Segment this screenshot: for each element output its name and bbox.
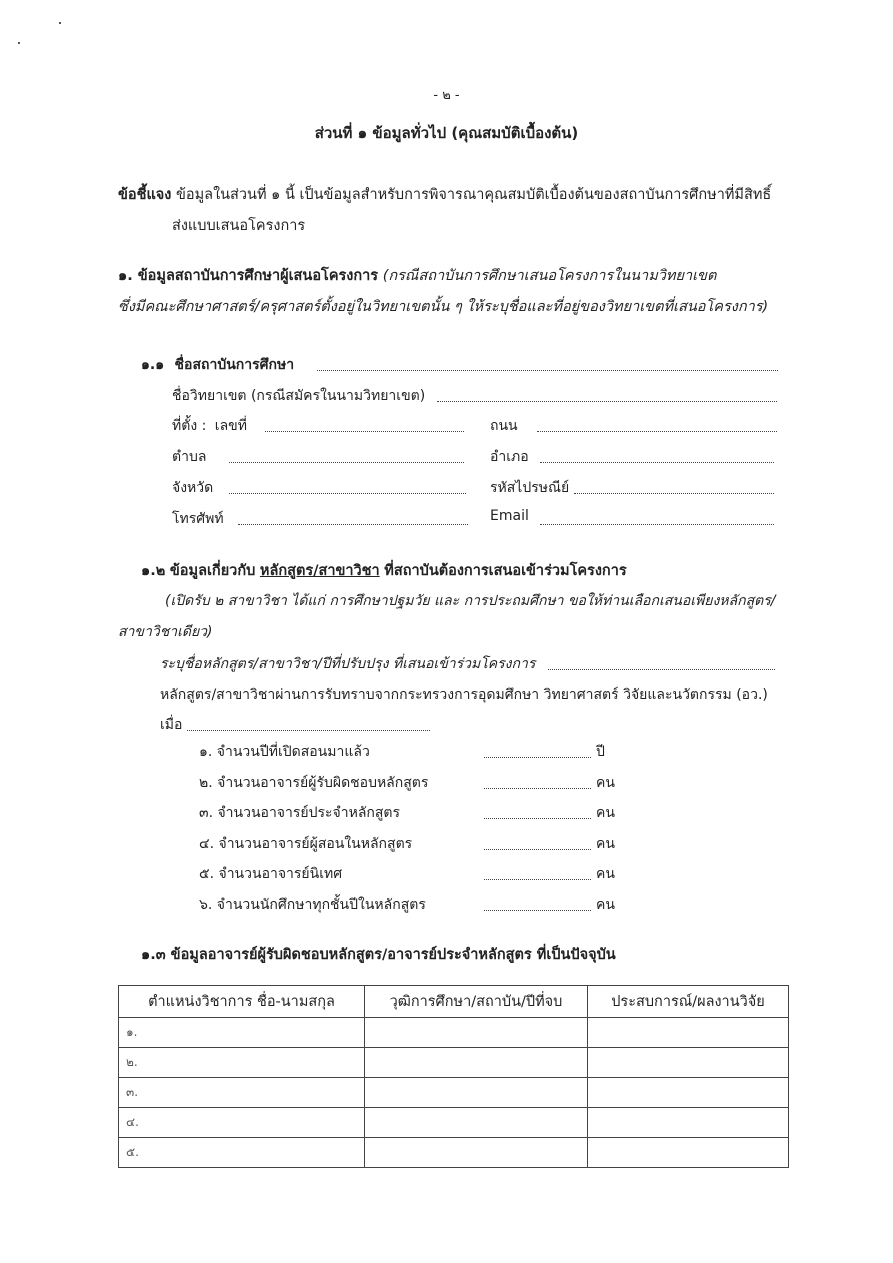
program-stat-field[interactable] (484, 745, 591, 758)
program-stat-label: ๓. จำนวนอาจารย์ประจำหลักสูตร (199, 805, 401, 821)
section1-note-line2: ซึ่งมีคณะศึกษาศาสตร์/ครุศาสตร์ตั้งอยู่ในวิทยาเขตนั้น ๆ ให้ระบุชื่อและที่อยู่ของวิทยาเขตที่เสนอโครงการ) (118, 299, 769, 315)
subdistrict-field[interactable] (229, 450, 464, 463)
location-row (172, 415, 247, 437)
table-cell-experience[interactable] (588, 1018, 789, 1048)
program-stat-unit: ปี (596, 744, 605, 760)
page-number: - ๒ - (433, 88, 460, 103)
program-stat-label: ๖. จำนวนนักศึกษาทุกชั้นปีในหลักสูตร (199, 896, 426, 913)
campus-name-field[interactable] (437, 389, 777, 402)
sub12-note-line1: (เปิดรับ ๒ สาขาวิชา ได้แก่ การศึกษาปฐมวัย และ การประถมศึกษา ขอให้ท่านเลือกเสนอเพียงหลักสูตร/ (165, 593, 776, 609)
table-cell-name[interactable]: ๑. (119, 1018, 365, 1048)
table-cell-name[interactable]: ๔. (119, 1108, 365, 1138)
sub13-title: ๑.๓ ข้อมูลอาจารย์ผู้รับผิดชอบหลักสูตร/อาจารย์ประจำหลักสูตร ที่เป็นปัจจุบัน (141, 947, 616, 963)
acknowledged-date-field[interactable] (187, 718, 430, 731)
note-text-line2: ส่งแบบเสนอโครงการ (172, 218, 306, 234)
section1-heading (118, 264, 716, 287)
sub12-note-line2: สาขาวิชาเดียว) (118, 624, 213, 640)
table-header-row (119, 986, 789, 1018)
table-cell-education[interactable] (365, 1078, 588, 1108)
sub12-number: ๑.๒ (141, 563, 166, 579)
program-stat-field[interactable] (484, 867, 591, 880)
institution-name-label: ชื่อสถาบันการศึกษา (174, 357, 295, 373)
province-field[interactable] (229, 481, 466, 494)
sub12-title-suffix: ที่สถาบันต้องการเสนอเข้าร่วมโครงการ (384, 563, 627, 579)
postcode-field[interactable] (574, 481, 774, 494)
table-cell-experience[interactable] (588, 1138, 789, 1168)
table-row (119, 1048, 789, 1078)
program-specify-label: ระบุชื่อหลักสูตร/สาขาวิชา/ปีที่ปรับปรุง ที่เสนอเข้าร่วมโครงการ (160, 656, 536, 672)
scan-speck (59, 22, 61, 24)
table-row (119, 1018, 789, 1048)
program-stat-unit: คน (596, 835, 615, 852)
postcode-label: รหัสไปรษณีย์ (490, 480, 570, 496)
institution-name-row (141, 354, 294, 376)
when-label: เมื่อ (160, 717, 183, 733)
district-field[interactable] (540, 450, 774, 463)
house-no-label: เลขที่ (214, 418, 247, 434)
program-stat-unit: คน (596, 896, 615, 913)
phone-field[interactable] (238, 512, 468, 525)
table-cell-name[interactable]: ๒. (119, 1048, 365, 1078)
table-cell-experience[interactable] (588, 1078, 789, 1108)
faculty-table (118, 985, 789, 1168)
program-stat-field[interactable] (484, 837, 591, 850)
table-cell-experience[interactable] (588, 1108, 789, 1138)
province-label: จังหวัด (172, 480, 214, 496)
sub11-number: ๑.๑ (141, 357, 165, 373)
table-cell-name[interactable]: ๕. (119, 1138, 365, 1168)
note-paragraph (118, 183, 771, 206)
program-stat-unit: คน (596, 774, 615, 791)
note-text: ข้อมูลในส่วนที่ ๑ นี้ เป็นข้อมูลสำหรับการพิจารณาคุณสมบัติเบื้องต้นของสถาบันการศึกษาที่มีสิทธิ์ (176, 187, 772, 203)
sub12-title-underlined: หลักสูตร/สาขาวิชา (259, 563, 380, 579)
section-title: ส่วนที่ ๑ ข้อมูลทั่วไป (คุณสมบัติเบื้องต้น) (314, 124, 579, 142)
sub12-heading (141, 559, 627, 582)
table-row (119, 1108, 789, 1138)
table-cell-name[interactable]: ๓. (119, 1078, 365, 1108)
table-cell-education[interactable] (365, 1138, 588, 1168)
program-stat-unit: คน (596, 866, 615, 882)
institution-name-field[interactable] (317, 358, 778, 371)
table-cell-education[interactable] (365, 1018, 588, 1048)
location-label: ที่ตั้ง : (172, 418, 207, 434)
email-label: Email (490, 508, 529, 524)
table-cell-experience[interactable] (588, 1048, 789, 1078)
program-stat-label: ๒. จำนวนอาจารย์ผู้รับผิดชอบหลักสูตร (199, 774, 429, 791)
section1-note: (กรณีสถาบันการศึกษาเสนอโครงการในนามวิทยาเขต (382, 268, 717, 284)
program-stat-field[interactable] (484, 776, 591, 789)
program-stat-field[interactable] (484, 898, 591, 911)
scan-speck (18, 42, 20, 44)
program-stat-label: ๕. จำนวนอาจารย์นิเทศ (199, 866, 343, 882)
subdistrict-label: ตำบล (172, 449, 207, 465)
program-stat-label: ๔. จำนวนอาจารย์ผู้สอนในหลักสูตร (199, 835, 413, 852)
table-cell-education[interactable] (365, 1048, 588, 1078)
sub12-title-prefix: ข้อมูลเกี่ยวกับ (169, 563, 256, 579)
house-no-field[interactable] (265, 419, 464, 432)
program-stat-label: ๑. จำนวนปีที่เปิดสอนมาแล้ว (199, 744, 370, 760)
note-label: ข้อชี้แจง (118, 187, 172, 203)
section1-title: ๑. ข้อมูลสถาบันการศึกษาผู้เสนอโครงการ (118, 268, 379, 284)
table-header-education: วุฒิการศึกษา/สถาบัน/ปีที่จบ (365, 986, 588, 1018)
campus-label: ชื่อวิทยาเขต (กรณีสมัครในนามวิทยาเขต) (172, 388, 426, 404)
table-row (119, 1138, 789, 1168)
program-stat-unit: คน (596, 805, 615, 821)
table-row (119, 1078, 789, 1108)
road-field[interactable] (537, 419, 777, 432)
email-field[interactable] (540, 512, 774, 525)
phone-label: โทรศัพท์ (172, 511, 224, 527)
road-label: ถนน (490, 418, 518, 434)
district-label: อำเภอ (490, 449, 529, 465)
acknowledged-label: หลักสูตร/สาขาวิชาผ่านการรับทราบจากกระทรวงการอุดมศึกษา วิทยาศาสตร์ วิจัยและนวัตกรรม (อว.) (160, 687, 768, 703)
table-header-experience: ประสบการณ์/ผลงานวิจัย (588, 986, 789, 1018)
table-cell-education[interactable] (365, 1108, 588, 1138)
program-specify-field[interactable] (548, 657, 775, 670)
table-header-name: ตำแหน่งวิชาการ ชื่อ-นามสกุล (119, 986, 365, 1018)
program-stat-field[interactable] (484, 806, 591, 819)
